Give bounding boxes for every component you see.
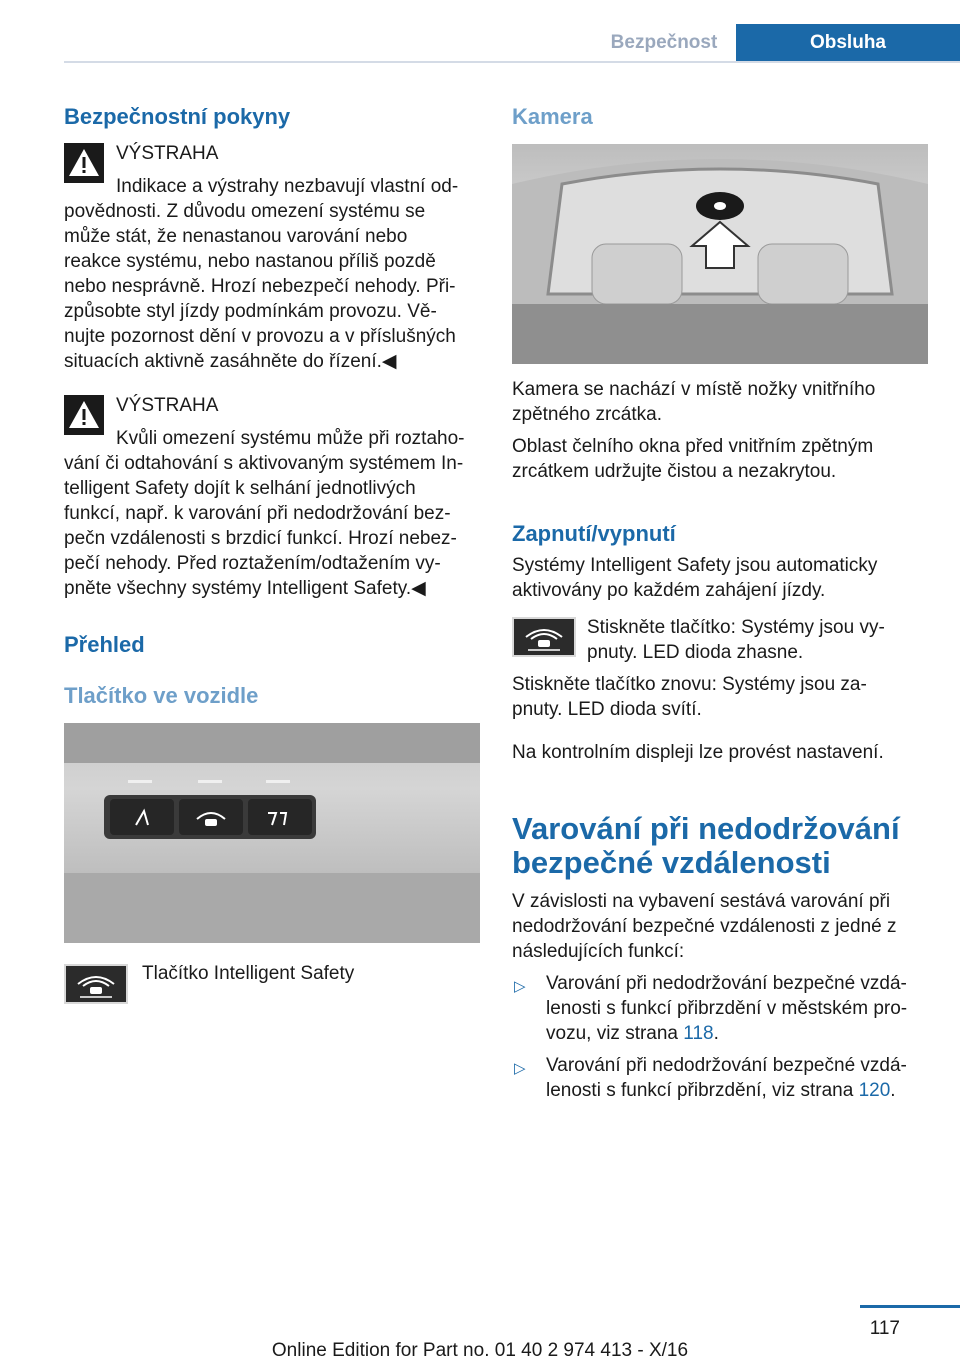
bullet-text: Varování při nedodržování bezpečné vzdá‐ [546, 973, 907, 994]
heading-safety-notes: Bezpečnostní pokyny [64, 104, 291, 129]
onoff-press-text: Stiskněte tlačítko znovu: Systémy jsou za‐ [512, 674, 867, 695]
warning1-line: Indikace a výstrahy nezbavují vlastní od‐ [116, 176, 459, 197]
page-link[interactable]: 118 [683, 1023, 714, 1044]
bullet-text: lenosti s funkcí přibrzdění, viz strana 120. [546, 1080, 896, 1101]
warning2-line: vání či odtahování s aktivovaným systémem In‐ [64, 453, 464, 474]
triangle-bullet-icon: ▷ [514, 1060, 526, 1077]
page-number: 117 [869, 1318, 900, 1339]
camera-photo [512, 144, 928, 364]
onoff-press-text: pnuty. LED dioda svítí. [512, 699, 702, 720]
camera-text: zpětného zrcátka. [512, 404, 662, 425]
warning1-line: způsobte styl jízdy podmínkám provozu. Vě‐ [64, 301, 437, 322]
heading-button-in-vehicle: Tlačítko ve vozidle [64, 683, 259, 708]
onoff-display-text: Na kontrolním displeji lze provést nastavení. [512, 742, 884, 763]
warning-text: následujících funkcí: [512, 941, 685, 962]
camera-text: Oblast čelního okna před vnitřním zpětným [512, 436, 874, 457]
camera-text: Kamera se nachází v místě nožky vnitřního [512, 379, 876, 400]
triangle-bullet-icon: ▷ [514, 978, 526, 995]
warning-text: nedodržování bezpečné vzdálenosti z jedné z [512, 916, 897, 937]
warning2-line: pečí nehody. Před roztažením/odtažením vy‐ [64, 553, 441, 574]
warning2-line: pečn vzdálenosti s brzdicí funkcí. Hrozí nebez‐ [64, 528, 457, 549]
warning-text: V závislosti na vybavení sestává varování při [512, 891, 891, 912]
intelligent-safety-button-icon [512, 617, 576, 657]
warning2-title: VÝSTRAHA [116, 395, 219, 416]
warning1-line: situacích aktivně zasáhněte do řízení.◀ [64, 351, 397, 372]
warning-triangle-icon [64, 143, 104, 183]
page-link[interactable]: 120 [858, 1080, 891, 1101]
onoff-text: Systémy Intelligent Safety jsou automaticky [512, 555, 878, 576]
warning1-line: může stát, že nenastanou varování nebo [64, 226, 408, 247]
bullet-text: Varování při nedodržování bezpečné vzdá‐ [546, 1055, 907, 1076]
vehicle-button-photo [64, 723, 480, 943]
header-tab-active[interactable]: Obsluha [736, 24, 960, 61]
warning1-title: VÝSTRAHA [116, 143, 219, 164]
warning2-line: telligent Safety dojít k selhání jednotlivých [64, 478, 416, 499]
onoff-press-text: pnuty. LED dioda zhasne. [587, 642, 804, 663]
bullet-text: lenosti s funkcí přibrzdění v městském pro‐ [546, 998, 908, 1019]
warning2-line: Kvůli omezení systému může při roztaho‐ [116, 428, 465, 449]
footer-divider [860, 1305, 960, 1308]
warning2-line: pněte všechny systémy Intelligent Safety.◀ [64, 578, 426, 599]
heading-distance-warning: Varování při nedodržování [512, 811, 900, 846]
header-tab-section[interactable]: Bezpečnost [610, 32, 718, 53]
header-divider [64, 61, 960, 63]
onoff-press-text: Stiskněte tlačítko: Systémy jsou vy‐ [587, 617, 885, 638]
heading-on-off: Zapnutí/vypnutí [512, 521, 676, 546]
bullet-text: vozu, viz strana 118. [546, 1023, 719, 1044]
camera-text: zrcátkem udržujte čistou a nezakrytou. [512, 461, 837, 482]
onoff-text: aktivovány po každém zahájení jízdy. [512, 580, 826, 601]
heading-camera: Kamera [512, 104, 593, 129]
warning1-line: povědnosti. Z důvodu omezení systému se [64, 201, 426, 222]
warning1-line: nebo nesprávně. Hrozí nebezpečí nehody. Při‐ [64, 276, 456, 297]
warning1-line: nujte pozornost dění v provozu a v příslušných [64, 326, 456, 347]
warning1-line: reakce systému, nebo nastanou příliš pozdě [64, 251, 436, 272]
heading-overview: Přehled [64, 632, 145, 657]
heading-distance-warning: bezpečné vzdálenosti [512, 845, 831, 880]
intelligent-safety-button-icon [64, 964, 128, 1004]
warning2-line: funkcí, např. k varování při nedodržování bez‐ [64, 503, 451, 524]
button-caption: Tlačítko Intelligent Safety [142, 963, 355, 984]
warning-triangle-icon [64, 395, 104, 435]
footer-edition: Online Edition for Part no. 01 40 2 974 413 - X/16 [271, 1340, 689, 1361]
